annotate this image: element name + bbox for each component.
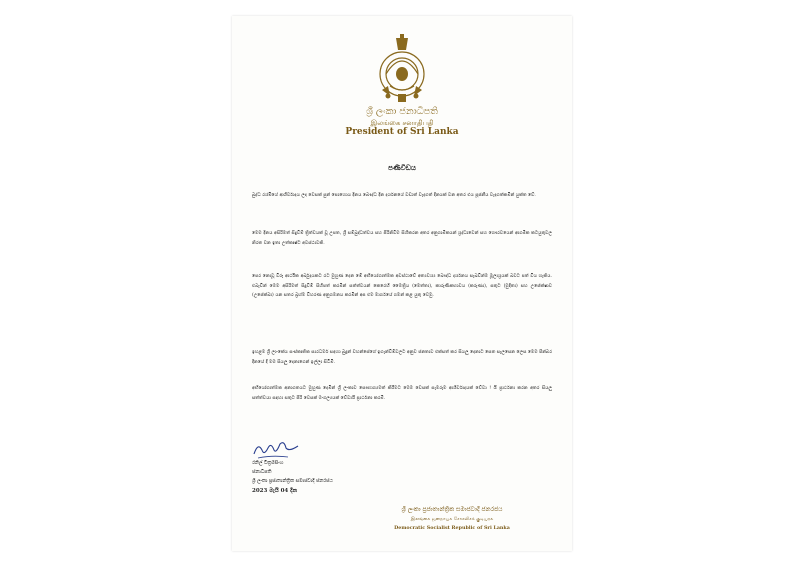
signature-date: 2023 මැයි 04 දින (252, 488, 298, 494)
sri-lanka-emblem-icon (374, 34, 430, 104)
handwritten-signature (252, 440, 300, 460)
signatory-position: ජනාධිපති (252, 470, 272, 475)
footer-sinhala: ශ්‍රී ලංකා ප්‍රජාතාන්ත්‍රික සමාජවාදී ජනරජය (401, 506, 503, 513)
message-paragraph-3: පෙර නොවූ විරූ ආර්ථික අර්බුදයකට රට මුහුණ දෙන මේ අභියෝගාත්මක අවස්ථාවේ අත්‍යවශ්‍ය බෞද්ධ දර්ශනය සැබවින්ම මූලාශ්‍රයක් බවට පත් විය හැකිය. එබැවින් මෙම අසිරිමත් සිදුවීම් සිහිපත් කරමින් සත්ත්වයන් කෙරෙහි මෛත්‍රිය (මෙත්තා), කාරුණිකභාවය (කරුණා), සතුට (මුදිතා) සහ උපේක්ෂාව (උපේක්ඛා) යන සතර බ්‍රහ්ම විහරණ අනුගමනය කරමින් අප එම මාර්ගයේ ගමන් කළ යුතු වෙමු. (252, 274, 552, 299)
message-paragraph-1: බුද්ධ රශ්මියේ ආශිර්වාදය ලද වෙසක් පුන් පොහොය දිනය බෞද්ධ දින දර්ශනයේ වඩාත් වැදගත් දිනයක් වන අතර එය පූජනීය වැදගත්කමින් යුක්ත වේ. (252, 193, 536, 198)
footer-tamil: இலங்கை ஜனநாயக சோசலிசக் குடியரசு (410, 517, 494, 522)
header-title-tamil: இலங்கை சனாதிபதி (370, 119, 434, 127)
message-paragraph-5: අභියෝගාත්මක අනාගතයට මුහුණ දෙමින් ශ්‍රී ලංකාව සෞභාග්‍යමත් කිරීමට මෙම වෙසක් සැමරුම ආශිර්වාදයක් වේවා ! යි ප්‍රාර්ථනා කරන අතර සියලු සත්ත්වයා සඳහා සතුට පිරි වෙසක් මංගල්‍යයක් වේවායි ප්‍රාර්ථනා කරමි. (252, 386, 552, 401)
letter-page (232, 16, 572, 551)
message-paragraph-2: මෙම දිනය අසිරිමත් සිදුවීම් ත්‍රිත්වයක් වූ උපත, ශ්‍රී සම්බුද්ධත්වය සහ පිරිනිවීම සිහිකරන අතර අනුගාමිකයන් ශ්‍රද්ධාවෙන් සහ ගෞරවයෙන් ආගමික කටයුතුවල නිරත වන ඉතා උත්කෘෂ්ට අවස්ථාවකි. (252, 231, 552, 246)
signatory-organization: ශ්‍රී ලංකා ප්‍රජාතාන්ත්‍රික සමාජවාදී ජනරජය (252, 479, 333, 484)
document-heading: පණිවිඩය (388, 164, 416, 172)
header-title-english: President of Sri Lanka (345, 127, 459, 137)
message-paragraph-4: ඉහළම ශ්‍රී ලාංකේය සංස්කෘතික සාරධර්ම සඳහා බුදුන් වහන්සේගේ ඉගැන්වීම්වලට අනුව ජනතාව එක්සත් කර සියලු දෙනාට සෙත සැලසෙන ලෙස මෙම පින්බර දිනයේ දී මම සියලු දෙනාගෙන් ඉල්ලා සිටිමි. (252, 350, 552, 365)
footer-english: Democratic Socialist Republic of Sri Lanka (394, 525, 510, 531)
signatory-name: රනිල් වික්‍රමසිංහ (252, 461, 284, 466)
header-title-sinhala: ශ්‍රී ලංකා ජනාධිපති (366, 106, 438, 117)
